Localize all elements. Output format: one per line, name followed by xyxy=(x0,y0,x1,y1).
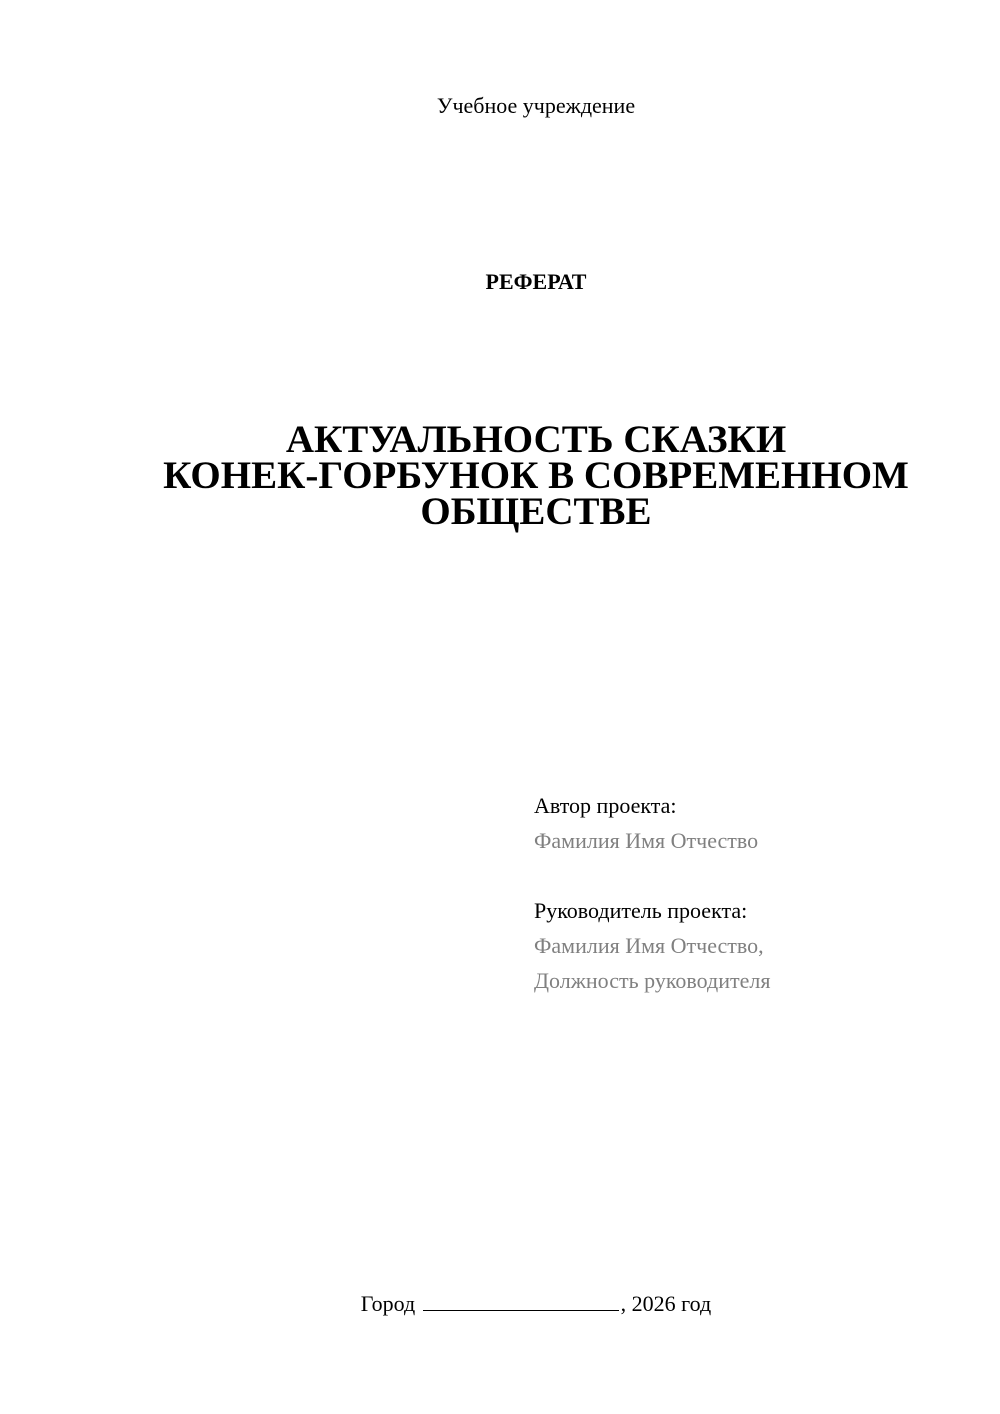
title-line-1: АКТУАЛЬНОСТЬ СКАЗКИ xyxy=(285,418,787,461)
credits-block xyxy=(534,788,974,998)
supervisor-name: Фамилия Имя Отчество, xyxy=(534,933,764,958)
credits-spacer xyxy=(534,858,974,893)
institution-name: Учебное учреждение xyxy=(436,93,636,118)
title-line-3: ОБЩЕСТВЕ xyxy=(420,490,652,533)
author-label: Автор проекта: xyxy=(534,793,677,818)
supervisor-label: Руководитель проекта: xyxy=(534,898,748,923)
city-year-line xyxy=(0,1290,1000,1318)
year-text: , 2026 год xyxy=(620,1291,712,1316)
city-label: Город xyxy=(360,1291,416,1316)
city-blank-underline xyxy=(423,1290,619,1311)
document-title xyxy=(100,418,972,533)
author-name: Фамилия Имя Отчество xyxy=(534,828,759,853)
document-type: РЕФЕРАТ xyxy=(485,269,587,294)
title-line-2: КОНЕК-ГОРБУНОК В СОВРЕМЕННОМ xyxy=(163,454,909,497)
supervisor-position: Должность руководителя xyxy=(534,968,771,993)
